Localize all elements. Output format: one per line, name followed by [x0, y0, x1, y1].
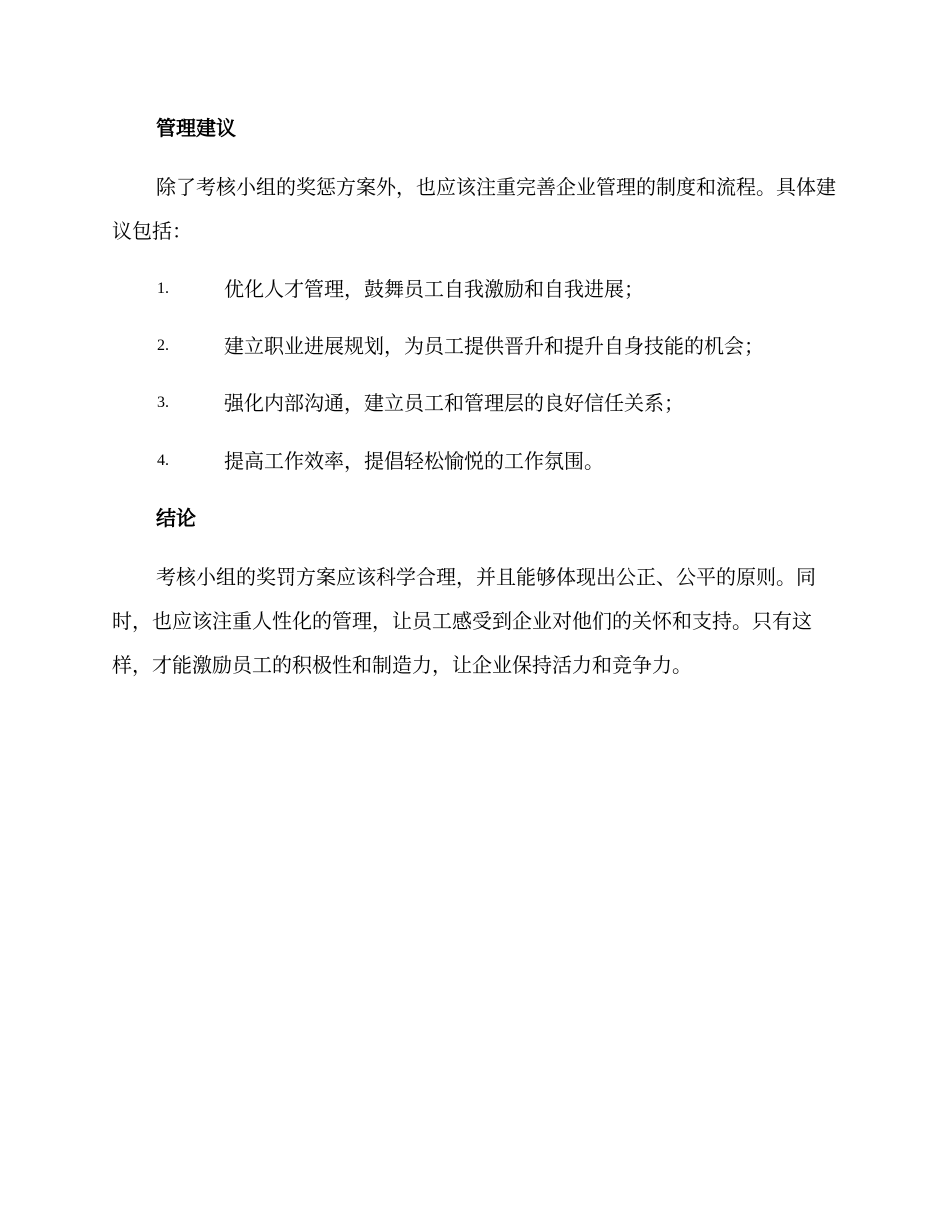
section-title-suggestions: 管理建议	[156, 116, 236, 140]
list-item-number: 4.	[157, 452, 169, 469]
conclusion-paragraph: 考核小组的奖罚方案应该科学合理，并且能够体现出公正、公平的原则。同时，也应该注重人性化的管理，让员工感受到企业对他们的关怀和支持。只有这样，才能激励员工的积极性和制造力，让企业保持活力和竞争力。	[112, 565, 816, 677]
suggestion-list-item	[0, 446, 950, 476]
suggestion-list-item	[0, 331, 950, 361]
list-item-number: 3.	[157, 394, 169, 411]
list-item-text: 建立职业进展规划，为员工提供晋升和提升自身技能的机会；	[224, 334, 764, 358]
suggestions-intro-paragraph: 除了考核小组的奖惩方案外，也应该注重完善企业管理的制度和流程。具体建议包括：	[112, 175, 836, 243]
list-item-number: 2.	[157, 337, 169, 354]
suggestion-list-item	[0, 388, 950, 418]
list-item-number: 1.	[157, 280, 169, 297]
list-item-text: 强化内部沟通，建立员工和管理层的良好信任关系；	[224, 391, 684, 415]
suggestion-list-item	[0, 274, 950, 304]
list-item-text: 提高工作效率，提倡轻松愉悦的工作氛围。	[224, 449, 604, 473]
list-item-text: 优化人才管理，鼓舞员工自我激励和自我进展；	[224, 277, 644, 301]
section-title-conclusion: 结论	[156, 506, 196, 530]
